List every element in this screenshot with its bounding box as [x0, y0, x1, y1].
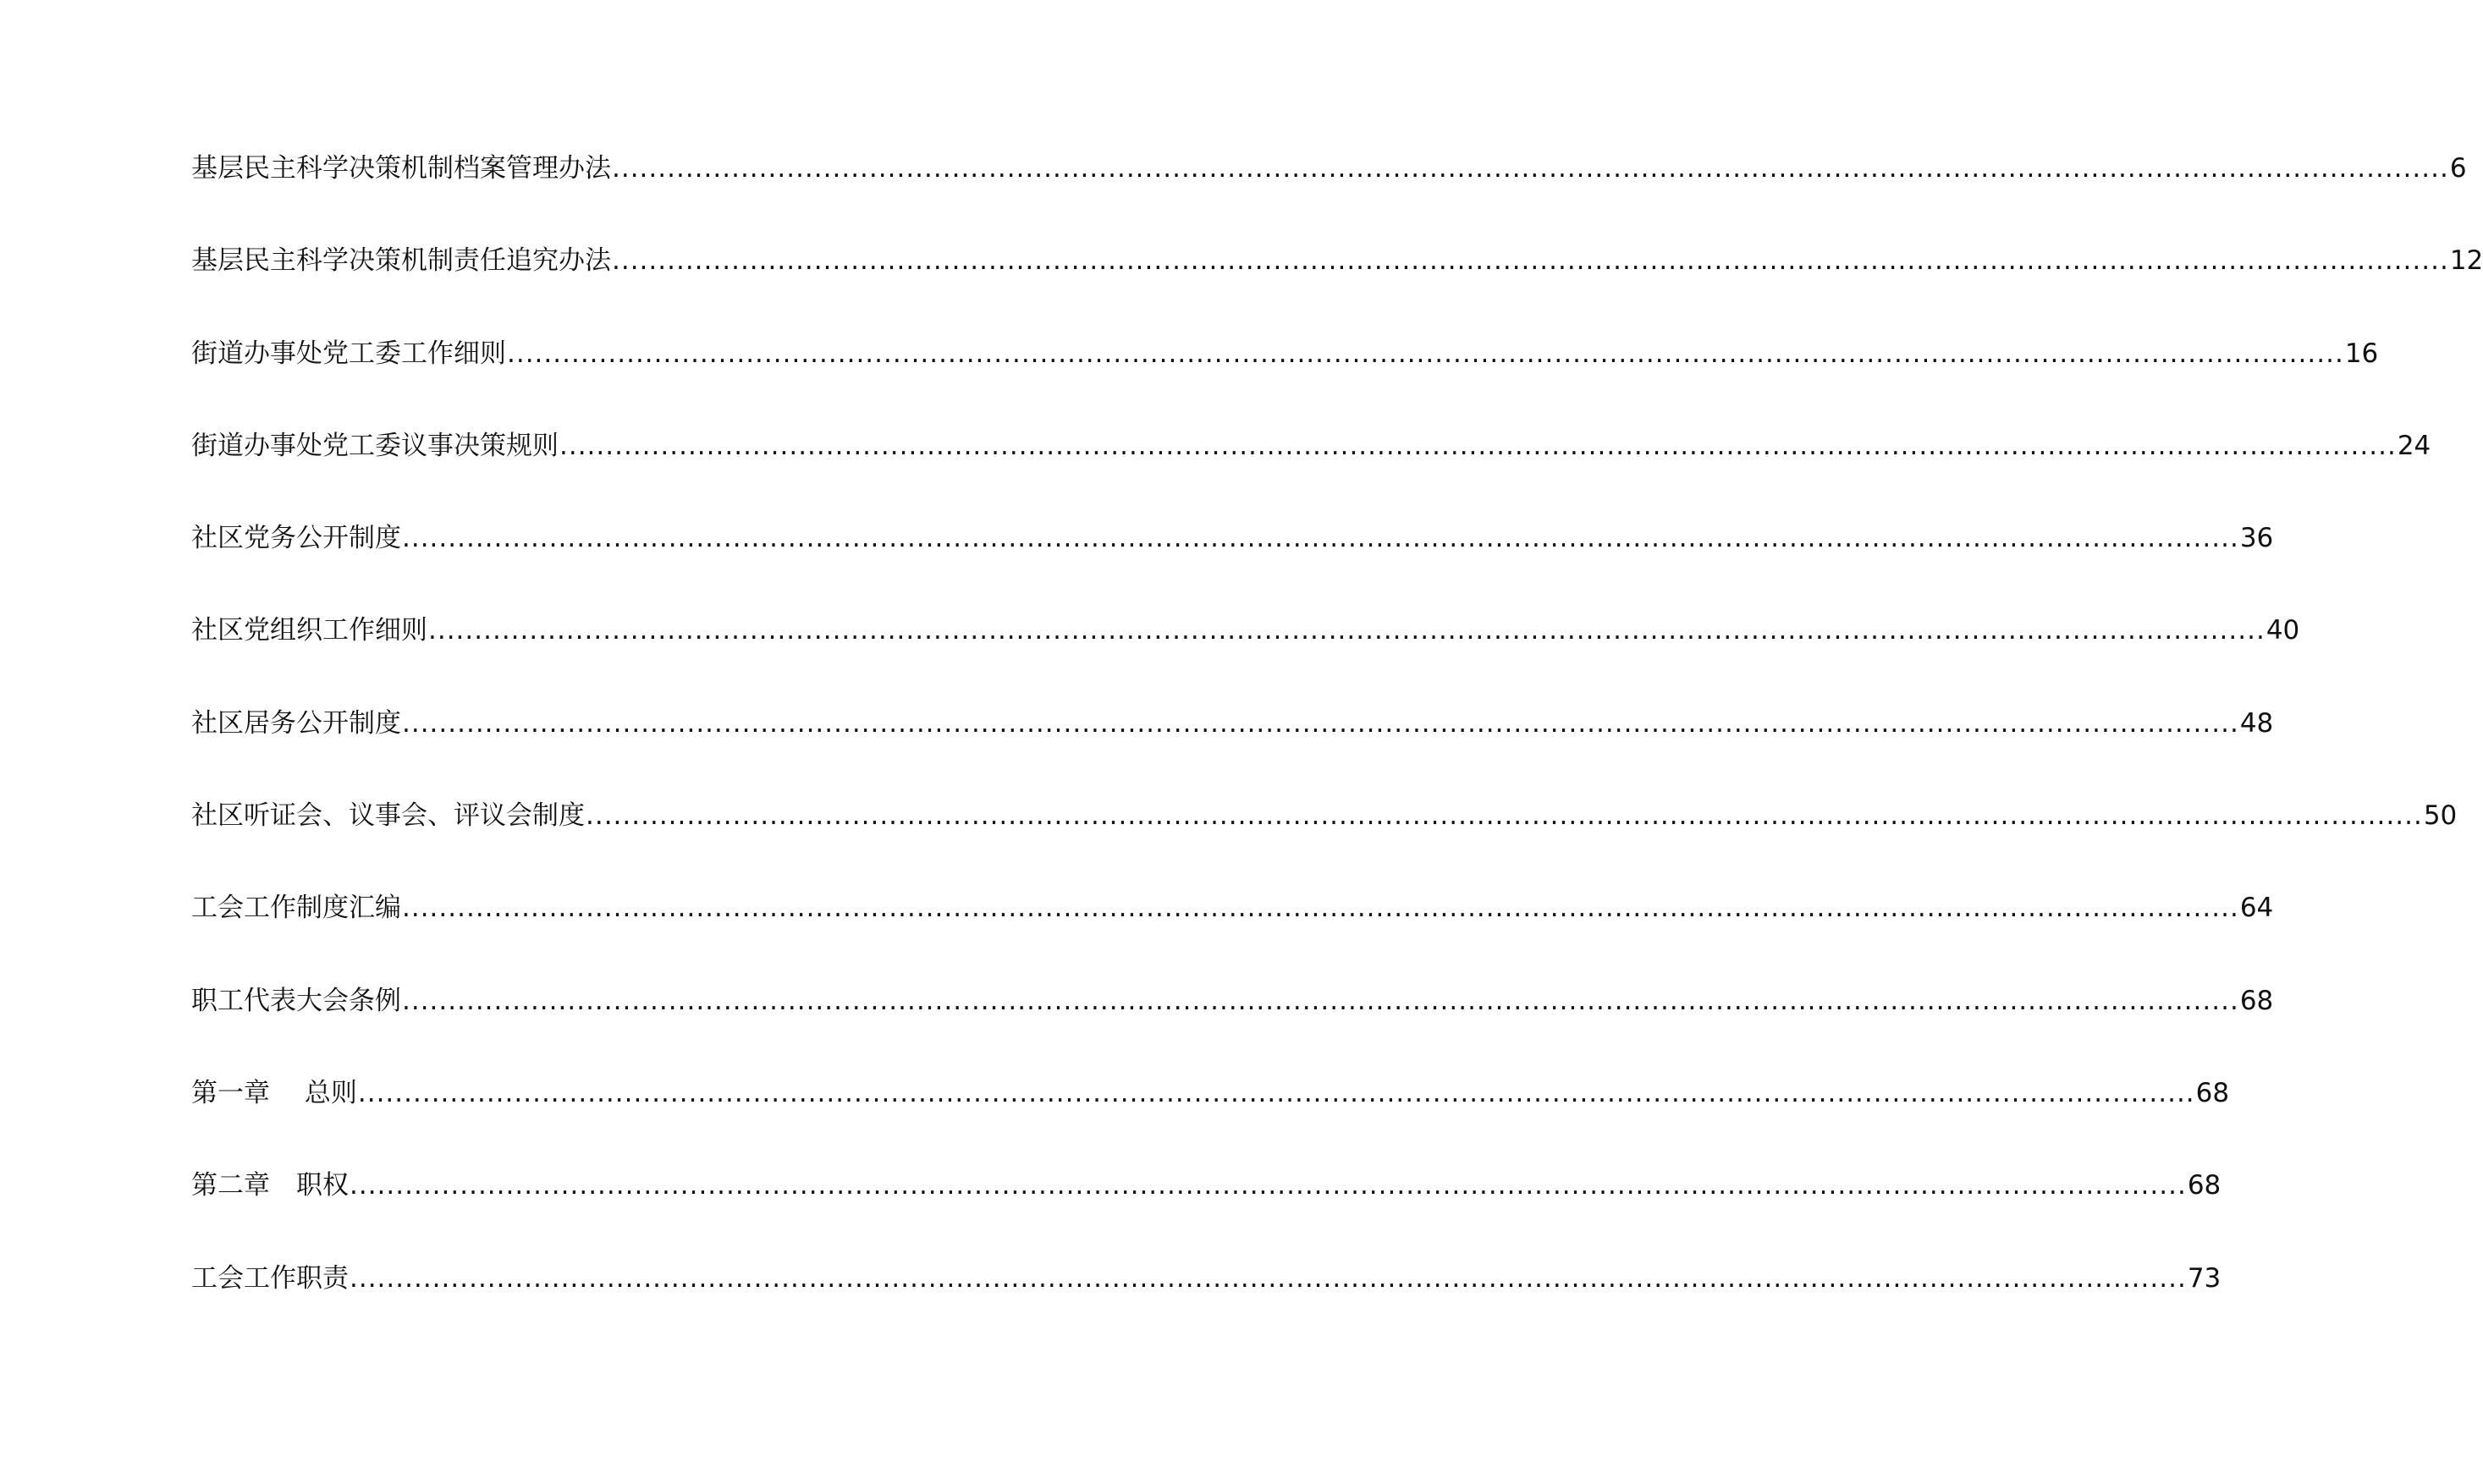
toc-leader-dots: ........................................................................................................................................................................................................	[402, 985, 2239, 1016]
toc-entry-9[interactable]	[191, 882, 2274, 974]
toc-entry-title: 工会工作职责	[191, 1262, 349, 1294]
toc-entry-page-number: 12	[2449, 245, 2483, 277]
toc-entry-page-number: 48	[2239, 707, 2274, 739]
toc-entry-title: 基层民主科学决策机制档案管理办法	[191, 153, 611, 184]
toc-leader-dots: ........................................................................................................................................................................................................	[428, 615, 2266, 646]
toc-entry-title: 职工代表大会条例	[191, 985, 401, 1016]
toc-entry-5[interactable]	[191, 512, 2274, 604]
toc-entry-1[interactable]	[191, 142, 2467, 234]
toc-entry-13[interactable]	[191, 1252, 2221, 1344]
toc-leader-dots: ........................................................................................................................................................................................................	[357, 1077, 2195, 1108]
toc-entry-title: 工会工作制度汇编	[191, 893, 401, 924]
toc-entry-title: 街道办事处党工委议事决策规则	[191, 430, 559, 461]
table-of-contents	[191, 142, 2483, 1344]
toc-entry-page-number: 64	[2239, 893, 2274, 924]
toc-leader-dots: ........................................................................................................................................................................................................	[350, 1170, 2187, 1201]
toc-entry-page-number: 68	[2195, 1077, 2230, 1108]
toc-entry-page-number: 73	[2187, 1262, 2221, 1294]
toc-entry-2[interactable]	[191, 234, 2483, 327]
toc-entry-10[interactable]	[191, 975, 2274, 1067]
toc-entry-page-number: 24	[2397, 430, 2431, 461]
toc-entry-12[interactable]	[191, 1159, 2221, 1251]
toc-leader-dots: ........................................................................................................................................................................................................	[402, 893, 2239, 924]
toc-entry-page-number: 50	[2423, 800, 2458, 832]
toc-entry-page-number: 68	[2239, 985, 2274, 1016]
toc-entry-title: 街道办事处党工委工作细则	[191, 338, 506, 369]
toc-entry-6[interactable]	[191, 604, 2300, 696]
toc-entry-page-number: 6	[2449, 153, 2467, 184]
toc-entry-title: 社区党组织工作细则	[191, 615, 427, 646]
toc-leader-dots: ........................................................................................................................................................................................................	[612, 245, 2449, 277]
toc-entry-title: 第一章 总则	[191, 1077, 357, 1108]
toc-entry-4[interactable]	[191, 420, 2431, 512]
toc-entry-title: 社区听证会、议事会、评议会制度	[191, 800, 585, 832]
toc-entry-3[interactable]	[191, 327, 2379, 420]
toc-entry-title: 基层民主科学决策机制责任追究办法	[191, 245, 611, 277]
toc-leader-dots: ........................................................................................................................................................................................................	[507, 338, 2344, 369]
toc-entry-title: 社区党务公开制度	[191, 523, 401, 554]
toc-entry-page-number: 40	[2266, 615, 2300, 646]
toc-leader-dots: ........................................................................................................................................................................................................	[402, 523, 2239, 554]
toc-leader-dots: ........................................................................................................................................................................................................	[586, 800, 2423, 832]
toc-entry-page-number: 36	[2239, 523, 2274, 554]
toc-leader-dots: ........................................................................................................................................................................................................	[350, 1262, 2187, 1294]
toc-entry-7[interactable]	[191, 697, 2274, 789]
toc-entry-title: 社区居务公开制度	[191, 707, 401, 739]
toc-entry-title: 第二章 职权	[191, 1170, 349, 1201]
toc-leader-dots: ........................................................................................................................................................................................................	[612, 153, 2449, 184]
toc-leader-dots: ........................................................................................................................................................................................................	[559, 430, 2397, 461]
toc-entry-11[interactable]	[191, 1067, 2230, 1159]
toc-leader-dots: ........................................................................................................................................................................................................	[402, 707, 2239, 739]
toc-entry-8[interactable]	[191, 789, 2458, 882]
toc-entry-page-number: 16	[2344, 338, 2379, 369]
toc-entry-page-number: 68	[2187, 1170, 2221, 1201]
